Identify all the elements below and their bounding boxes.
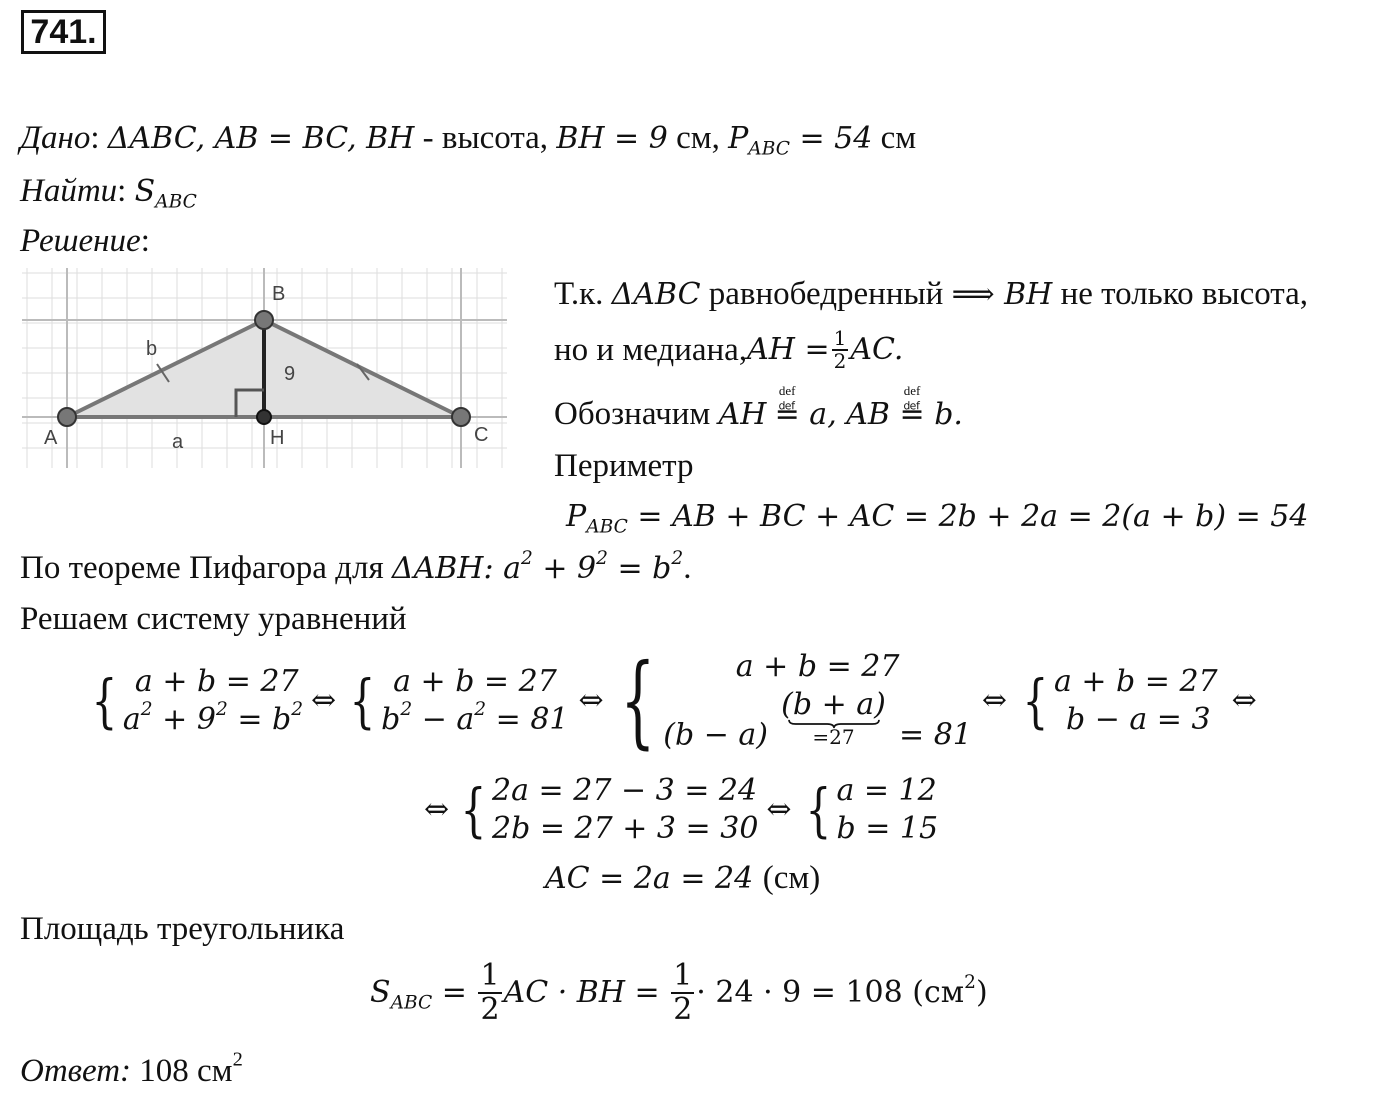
systems-row-2: ⇔ { 2a = 27 − 3 = 24 2b = 27 + 3 = 30 ⇔ { a = 12 b = 15 bbox=[424, 773, 939, 846]
given-unit1: см, bbox=[667, 120, 729, 156]
area-title: Площадь треугольника bbox=[20, 911, 345, 947]
implies-symbol: ⟹ bbox=[951, 277, 995, 312]
def-sign-2: def ≝ bbox=[899, 383, 925, 432]
answer-label: Ответ: bbox=[20, 1053, 132, 1089]
system-6: a = 12 b = 15 bbox=[836, 773, 939, 846]
label-side-b: b bbox=[146, 338, 158, 360]
label-c: C bbox=[474, 424, 489, 446]
triangle-figure bbox=[22, 268, 507, 468]
solution-label: Решение bbox=[20, 223, 141, 259]
area-fraction-1: $\frac{1}{2}$ bbox=[480, 958, 500, 1027]
system-3: a + b = 27 (b − a) (b + a) =27 = 81 bbox=[663, 649, 972, 752]
isosceles-line: Т.к. ΔABC равнобедренный ⟹ BH не только высота, bbox=[554, 276, 1309, 312]
given-cond1: ΔABC, AB = BC, BH bbox=[107, 121, 415, 156]
given-cond2: BH = 9 bbox=[556, 121, 668, 156]
pythagoras-line: По теореме Пифагора для ΔABH: $a^2 + 9^2 = b^2$. bbox=[20, 548, 692, 586]
system-2: a + b = 27 $b^2 - a^2 = 81$ bbox=[381, 664, 569, 737]
answer-line: Ответ: 108 $см^2$ bbox=[20, 1048, 243, 1089]
answer-value: 108 см bbox=[131, 1053, 233, 1089]
underbrace-b-plus-a: (b + a) =27 bbox=[781, 686, 886, 749]
find-label: Найти bbox=[20, 173, 118, 209]
system-5: 2a = 27 − 3 = 24 2b = 27 + 3 = 30 bbox=[492, 773, 759, 846]
brace-2: { bbox=[349, 666, 376, 735]
label-b: B bbox=[272, 283, 286, 305]
label-height: 9 bbox=[284, 363, 296, 385]
systems-row-1: { a + b = 27 $a^2 + 9^2 = b^2$ ⇔ { a + b = 27 $b^2 - a^2 = 81$ ⇔ { a + b = 27 (b − a) (b + a) =27 = 81 ⇔ { a + b = 27 b − a = 3 ⇔ bbox=[91, 641, 1257, 759]
given-perimeter: $P_{ABC} = 54$ bbox=[728, 121, 873, 160]
label-a: A bbox=[44, 427, 58, 449]
given-colon: : bbox=[90, 120, 100, 156]
median-line: но и медиана, AH = $\frac{1}{2}$ AC. bbox=[554, 326, 904, 373]
point-h bbox=[257, 410, 271, 424]
brace-5: { bbox=[460, 775, 487, 844]
given-line bbox=[20, 120, 917, 160]
find-area: $S_{ABC}$ bbox=[134, 174, 197, 213]
perimeter-label: Периметр bbox=[554, 448, 694, 484]
perimeter-equation: $P_{ABC}$ = AB + BC + AC = 2b + 2a = 2(a + b) = 54 bbox=[566, 499, 1309, 538]
area-fraction-2: $\frac{1}{2}$ bbox=[673, 958, 693, 1027]
solve-system-label: Решаем систему уравнений bbox=[20, 601, 407, 637]
denote-line: Обозначим AH def ≝ a, AB def ≝ b. bbox=[554, 383, 963, 432]
solution-line: Решение: bbox=[20, 223, 150, 259]
system-1: a + b = 27 $a^2 + 9^2 = b^2$ bbox=[122, 664, 304, 737]
brace-4: { bbox=[1022, 666, 1049, 735]
given-label: Дано bbox=[20, 120, 91, 156]
ac-equation: AC = 2a = 24 (см) bbox=[545, 860, 821, 896]
area-equation: $S_{ABC}$ = $\frac{1}{2}$ AC · BH = $\frac{1}{2}$ · 24 · 9 = 108 $(см^2)$ bbox=[370, 958, 988, 1027]
def-sign: def ≝ bbox=[774, 383, 800, 432]
half-fraction: $\frac{1}{2}$ bbox=[833, 326, 847, 373]
given-dash-text: - высота, bbox=[414, 120, 557, 156]
given-unit2: см bbox=[872, 120, 917, 156]
problem-number: 741. bbox=[21, 10, 106, 54]
brace-1: { bbox=[91, 666, 118, 735]
brace-6: { bbox=[805, 775, 831, 844]
label-side-a: a bbox=[172, 431, 184, 453]
brace-3: { bbox=[619, 641, 655, 759]
point-b bbox=[255, 311, 273, 329]
point-c bbox=[452, 408, 470, 426]
system-4: a + b = 27 b − a = 3 bbox=[1053, 664, 1218, 737]
find-line: Найти: $S_{ABC}$ bbox=[20, 173, 197, 213]
label-h: H bbox=[270, 427, 285, 449]
point-a bbox=[58, 408, 76, 426]
